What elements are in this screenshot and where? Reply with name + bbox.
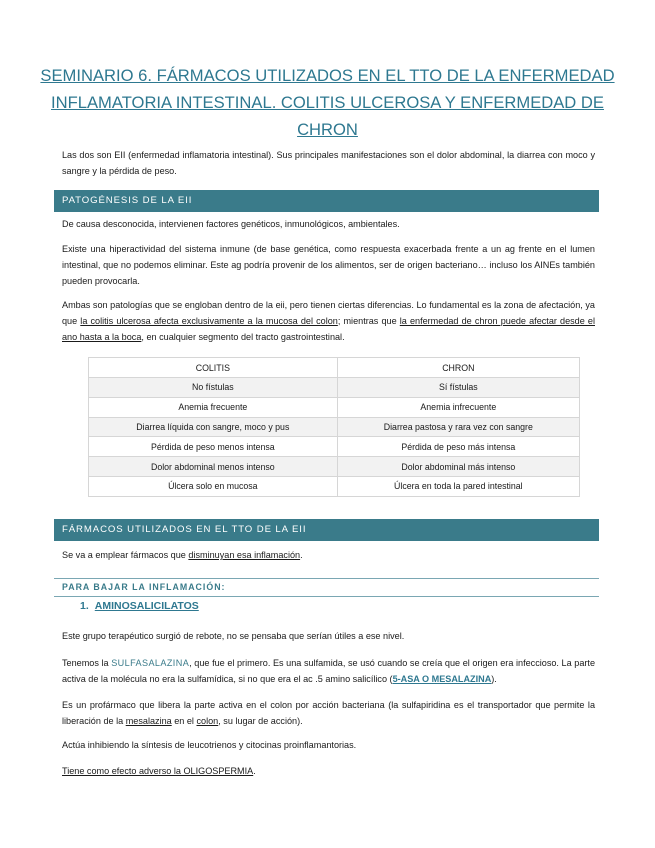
text-span: en el <box>171 716 197 726</box>
table-cell: Úlcera en toda la pared intestinal <box>337 476 579 496</box>
divider <box>54 578 599 579</box>
farmacos-paragraph-3 <box>62 655 595 687</box>
document-title: SEMINARIO 6. FÁRMACOS UTILIZADOS EN EL TTO DE LA ENFERMEDAD INFLAMATORIA INTESTINAL. COLITIS ULCEROSA Y ENFERMEDAD DE CHRON <box>40 66 615 139</box>
farmacos-paragraph-1 <box>62 547 595 563</box>
text-span: Es un profármaco que libera la parte activa en el colon por acción bacteriana (la sulfapiridina es el transportador que permite la liberación de la <box>62 700 595 726</box>
underlined-word-colon: colon <box>196 716 219 726</box>
table-cell: Anemia frecuente <box>89 397 338 417</box>
underlined-phrase-chron: la enfermedad de chron puede afectar desde el ano hasta a la boca <box>62 316 595 342</box>
table-row <box>89 397 580 417</box>
farmacos-paragraph-4 <box>62 697 595 729</box>
table-row <box>89 457 580 477</box>
table-cell: Dolor abdominal más intenso <box>337 457 579 477</box>
subheading-bajar-inflamacion: PARA BAJAR LA INFLAMACIÓN: <box>62 582 226 592</box>
text-span: , en cualquier segmento del tracto gastrointestinal. <box>141 332 345 342</box>
underlined-phrase-colitis: la colitis ulcerosa afecta exclusivamente a la mucosa del colon <box>80 316 338 326</box>
patogenesis-paragraph-2: Existe una hiperactividad del sistema inmune (de base genética, como respuesta exacerbada frente a un ag frente en el lumen intestinal, que no podemos eliminar. Este ag podría provenir de los alimentos, ser de origen bacteriano… incluso los AINEs también pueden provocarla. <box>62 244 595 286</box>
table-header-cell: COLITIS <box>89 358 338 378</box>
drug-name-sulfasalazina: SULFASALAZINA <box>111 658 190 668</box>
underlined-phrase-oligospermia: Tiene como efecto adverso la OLIGOSPERMIA <box>62 766 254 776</box>
text-span: , su lugar de acción). <box>218 716 303 726</box>
text-span: . <box>253 766 256 776</box>
text-span: , que fue el primero. Es una sulfamida, se usó cuando se creía que el origen era infeccioso. La parte activa de la molécula no era la sulfamídica, si no que era el ac .5 amino salicílico ( <box>62 658 596 684</box>
section-heading-patogenesis: PATOGÉNESIS DE LA EII <box>54 190 599 212</box>
drug-name-mesalazina: 5-ASA O MESALAZINA <box>392 674 492 684</box>
table-cell: Diarrea líquida con sangre, moco y pus <box>89 417 338 437</box>
underlined-word-mesalazina: mesalazina <box>125 716 172 726</box>
table-row <box>89 437 580 457</box>
text-span: Se va a emplear fármacos que <box>62 550 189 560</box>
text-span: . <box>300 550 303 560</box>
list-number: 1. <box>80 600 89 612</box>
text-span: Ambas son patologías que se engloban dentro de la eii, pero tienen ciertas diferencias. Lo fundamental es la zona de afectación, ya que <box>62 300 595 326</box>
table-cell: Pérdida de peso más intensa <box>337 437 579 457</box>
patogenesis-paragraph-1: De causa desconocida, intervienen factores genéticos, inmunológicos, ambientales. <box>62 219 400 229</box>
table-cell: Sí fístulas <box>337 378 579 398</box>
comparison-table <box>88 357 580 497</box>
table-cell: Dolor abdominal menos intenso <box>89 457 338 477</box>
farmacos-paragraph-5: Actúa inhibiendo la síntesis de leucotrienos y citocinas proinflamantorias. <box>62 740 357 750</box>
table-row <box>89 417 580 437</box>
list-item-label: AMINOSALICILATOS <box>94 600 199 612</box>
table-header-cell: CHRON <box>337 358 579 378</box>
table-cell: Diarrea pastosa y rara vez con sangre <box>337 417 579 437</box>
table-cell: Úlcera solo en mucosa <box>89 476 338 496</box>
divider <box>54 596 599 597</box>
list-item-aminosalicilatos <box>80 600 199 612</box>
table-cell: No fístulas <box>89 378 338 398</box>
text-span: ). <box>491 674 497 684</box>
patogenesis-paragraph-3 <box>62 297 595 345</box>
underlined-phrase-inflamacion: disminuyan esa inflamación <box>188 550 301 560</box>
section-heading-farmacos: FÁRMACOS UTILIZADOS EN EL TTO DE LA EII <box>54 519 599 541</box>
text-span: Tenemos la <box>62 658 112 668</box>
table-cell: Anemia infrecuente <box>337 397 579 417</box>
table-cell: Pérdida de peso menos intensa <box>89 437 338 457</box>
table-row <box>89 476 580 496</box>
text-span: ; mientras que <box>337 316 400 326</box>
farmacos-paragraph-6 <box>62 763 595 779</box>
table-header-row <box>89 358 580 378</box>
intro-paragraph: Las dos son EII (enfermedad inflamatoria intestinal). Sus principales manifestaciones son el dolor abdominal, la diarrea con moco y sangre y la pérdida de peso. <box>62 150 595 176</box>
table-row <box>89 378 580 398</box>
farmacos-paragraph-2: Este grupo terapéutico surgió de rebote, no se pensaba que serían útiles a ese nivel. <box>62 631 405 641</box>
